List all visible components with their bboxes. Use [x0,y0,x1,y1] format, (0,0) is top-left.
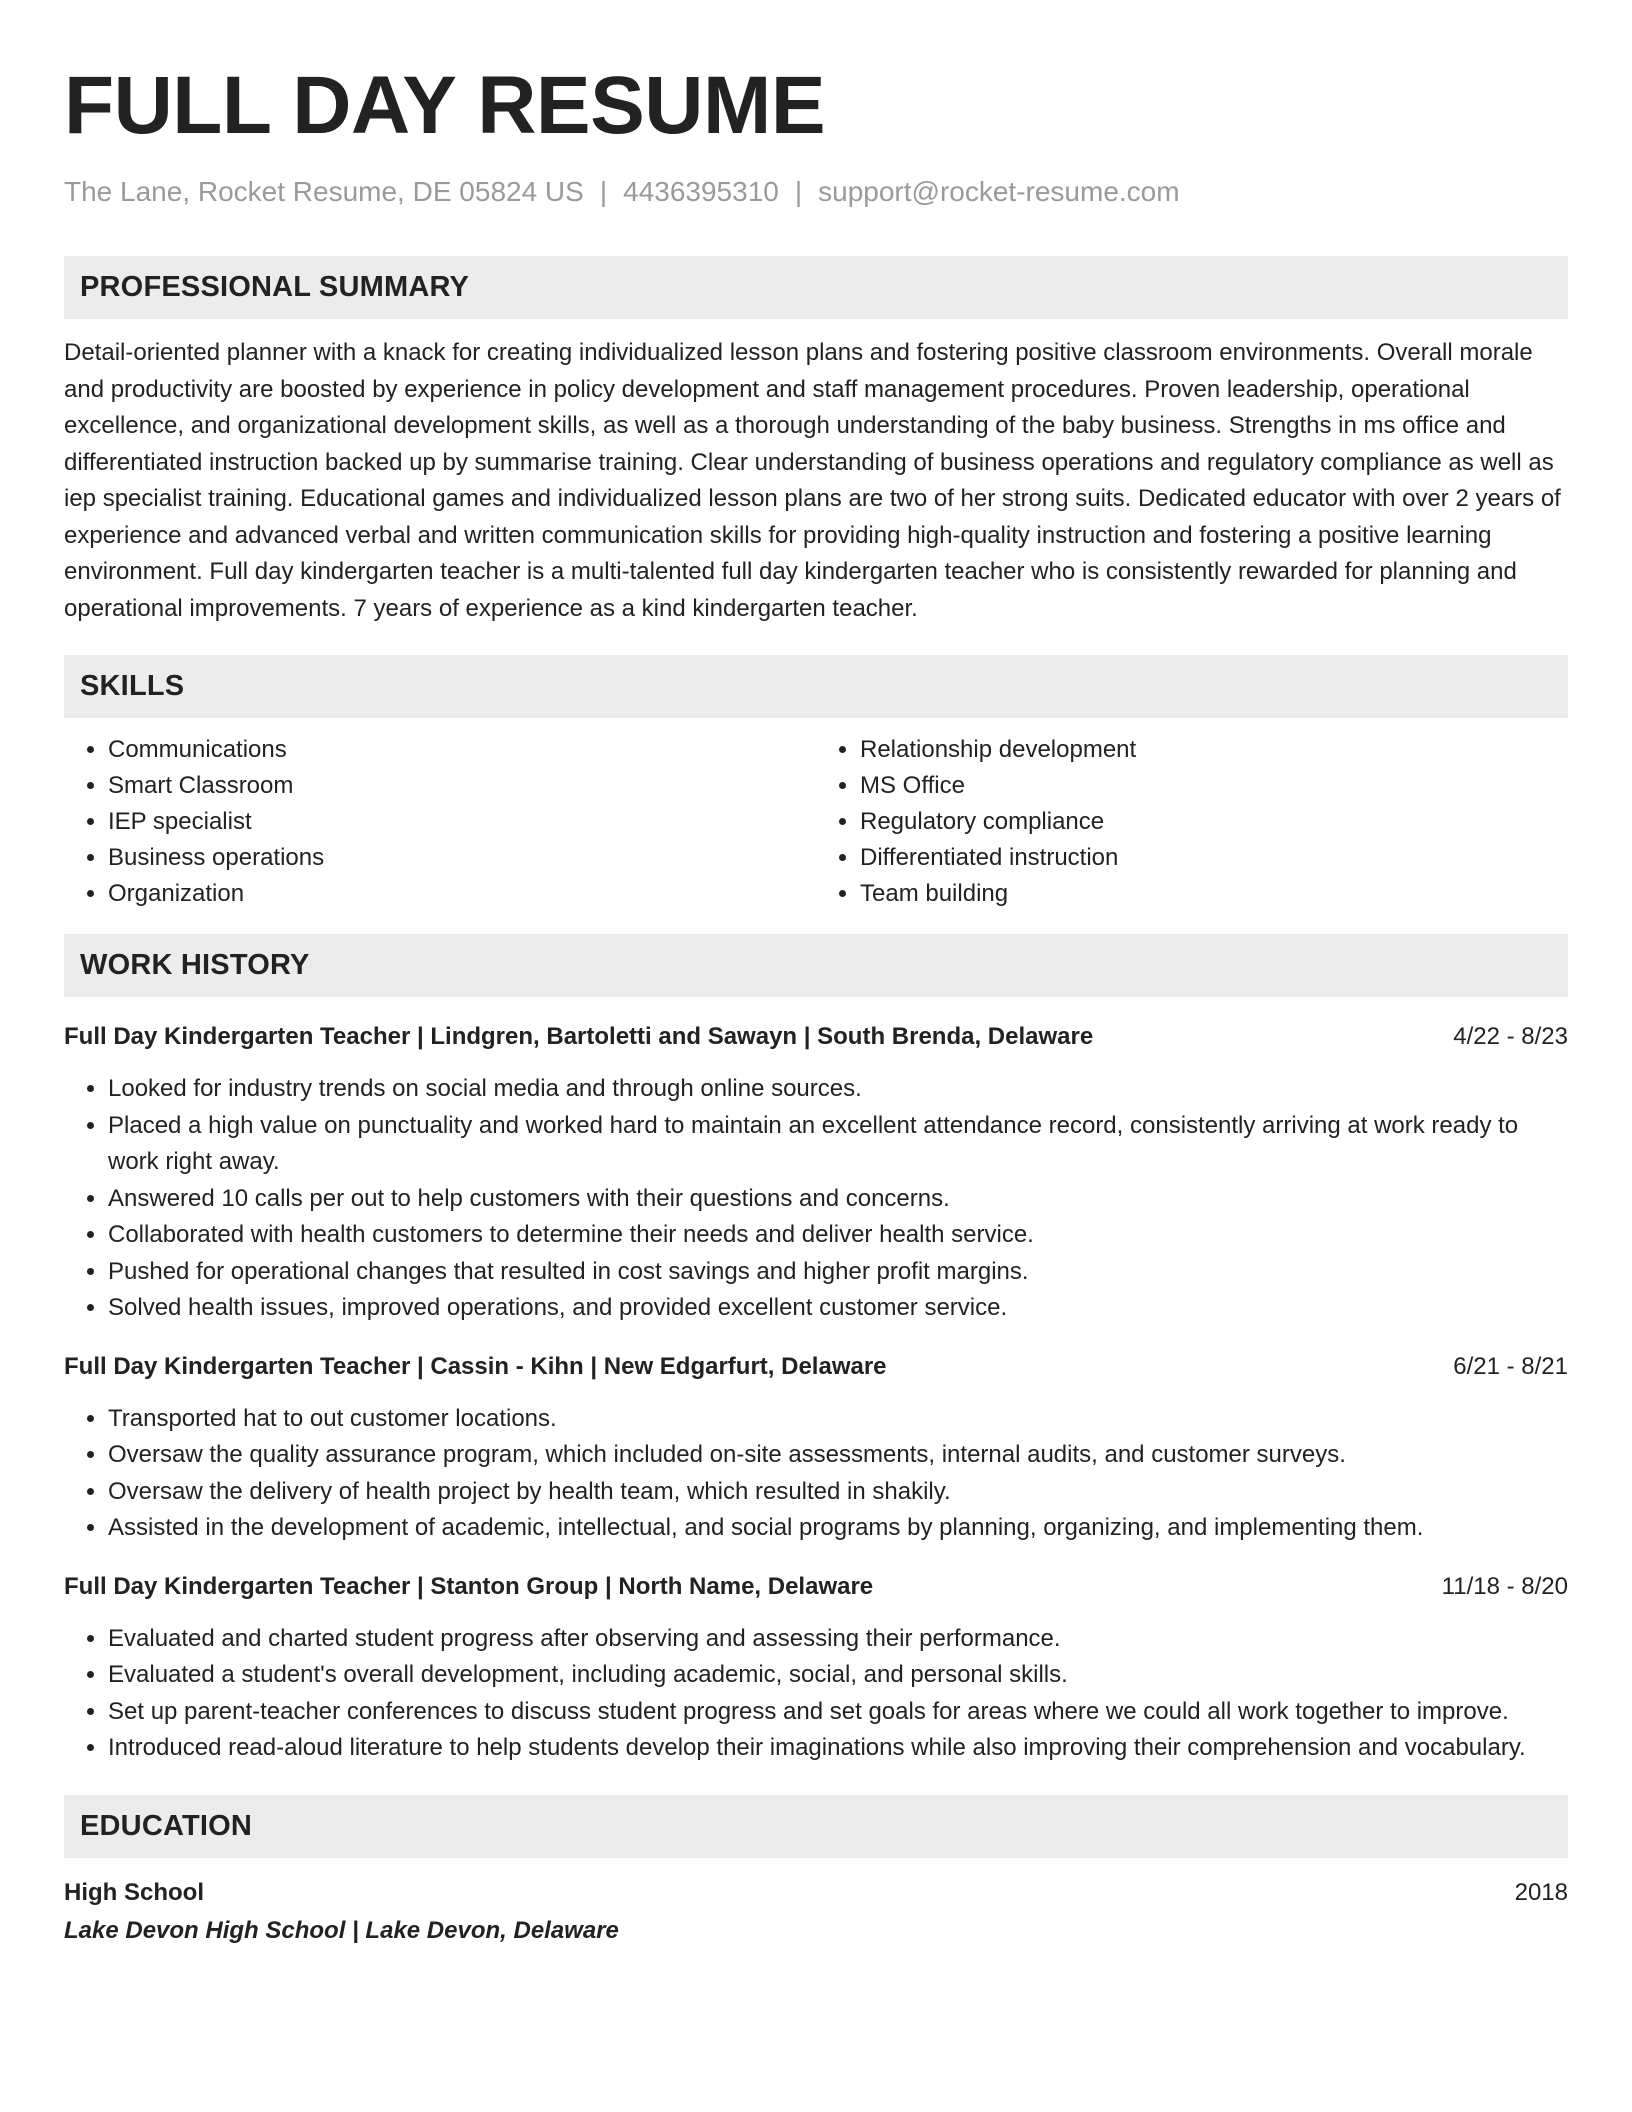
section-heading-skills: SKILLS [64,655,1568,718]
job-bullet: • Placed a high value on punctuality and worked hard to maintain an excellent attendance record, consistently arriving at work ready to work right away. [108,1108,1568,1181]
contact-address: The Lane, Rocket Resume, DE 05824 US [64,176,584,207]
skills-column-right [816,732,1568,912]
skills-list [64,732,1568,912]
job-bullet: • Assisted in the development of academic, intellectual, and social programs by planning, organizing, and implementing them. [108,1510,1568,1547]
contact-email: support@rocket-resume.com [818,176,1180,207]
skill-item: • Regulatory compliance [860,804,1568,840]
job-bullet: • Introduced read-aloud literature to help students develop their imaginations while also improving their comprehension and vocabulary. [108,1730,1568,1767]
skill-item: • IEP specialist [108,804,816,840]
section-heading-summary: PROFESSIONAL SUMMARY [64,256,1568,319]
job-bullet: • Set up parent-teacher conferences to discuss student progress and set goals for areas where we could all work together to improve. [108,1694,1568,1731]
job-bullet: • Solved health issues, improved operations, and provided excellent customer service. [108,1290,1568,1327]
skill-item: • Team building [860,876,1568,912]
job-bullet: • Answered 10 calls per out to help customers with their questions and concerns. [108,1181,1568,1218]
job-title: Full Day Kindergarten Teacher | Lindgren, Bartoletti and Sawayn | South Brenda, Delaware [64,1023,1094,1050]
skills-column-left [64,732,816,912]
job-dates: 4/22 - 8/23 [1453,1023,1568,1050]
job-header [64,1019,1568,1055]
contact-separator: | [794,176,803,207]
contact-line [64,174,1568,210]
job-bullets [64,1401,1568,1547]
skill-item: • MS Office [860,768,1568,804]
skill-item: • Business operations [108,840,816,876]
job-bullet: • Pushed for operational changes that resulted in cost savings and higher profit margins. [108,1254,1568,1291]
skill-item: • Smart Classroom [108,768,816,804]
education-school: Lake Devon High School | Lake Devon, Delaware [64,1916,619,1944]
job-dates: 6/21 - 8/21 [1453,1352,1568,1380]
contact-phone: 4436395310 [623,176,779,207]
job-bullet: • Looked for industry trends on social media and through online sources. [108,1071,1568,1108]
job-bullet: • Transported hat to out customer locations. [108,1401,1568,1438]
job-entry [64,1569,1568,1767]
skill-item: • Communications [108,732,816,768]
job-title: Full Day Kindergarten Teacher | Stanton Group | North Name, Delaware [64,1572,874,1600]
job-bullets [64,1621,1568,1767]
job-bullets [64,1071,1568,1327]
skill-item: • Organization [108,876,816,912]
job-bullet: • Oversaw the quality assurance program, which included on-site assessments, internal audits, and customer surveys. [108,1437,1568,1474]
job-header [64,1349,1568,1385]
job-title: Full Day Kindergarten Teacher | Cassin - Kihn | New Edgarfurt, Delaware [64,1352,887,1380]
job-bullet: • Evaluated a student's overall development, including academic, social, and personal skills. [108,1657,1568,1694]
skill-item: • Differentiated instruction [860,840,1568,876]
job-header [64,1569,1568,1605]
section-heading-work-history: WORK HISTORY [64,934,1568,997]
education-degree: High School [64,1878,204,1906]
job-bullet: • Collaborated with health customers to determine their needs and deliver health service. [108,1217,1568,1254]
job-bullet: • Oversaw the delivery of health project by health team, which resulted in shakily. [108,1474,1568,1511]
job-bullet: • Evaluated and charted student progress after observing and assessing their performance. [108,1621,1568,1658]
job-entry [64,1349,1568,1547]
skill-item: • Relationship development [860,732,1568,768]
summary-text: Detail-oriented planner with a knack for creating individualized lesson plans and fostering positive classroom environments. Overall morale and productivity are boosted by experience in policy development and staff management procedures. Proven leadership, operational excellence, and organizational development skills, as well as a thorough understanding of the baby business. Strengths in ms office and differentiated instruction backed up by summarise training. Clear understanding of business operations and regulatory compliance as well as iep specialist training. Educational games and individualized lesson plans are two of her strong suits. Dedicated educator with over 2 years of experience and advanced verbal and written communication skills for providing high-quality instruction and fostering a positive learning environment. Full day kindergarten teacher is a multi-talented full day kindergarten teacher who is consistently rewarded for planning and operational improvements. 7 years of experience as a kind kindergarten teacher. [64,339,1561,622]
job-entry [64,1019,1568,1327]
job-dates: 11/18 - 8/20 [1441,1572,1568,1600]
contact-separator: | [599,176,608,207]
resume-name: FULL DAY RESUME [64,60,826,151]
education-year: 2018 [1514,1878,1568,1906]
education-header [64,1874,1568,1912]
section-heading-education: EDUCATION [64,1795,1568,1858]
